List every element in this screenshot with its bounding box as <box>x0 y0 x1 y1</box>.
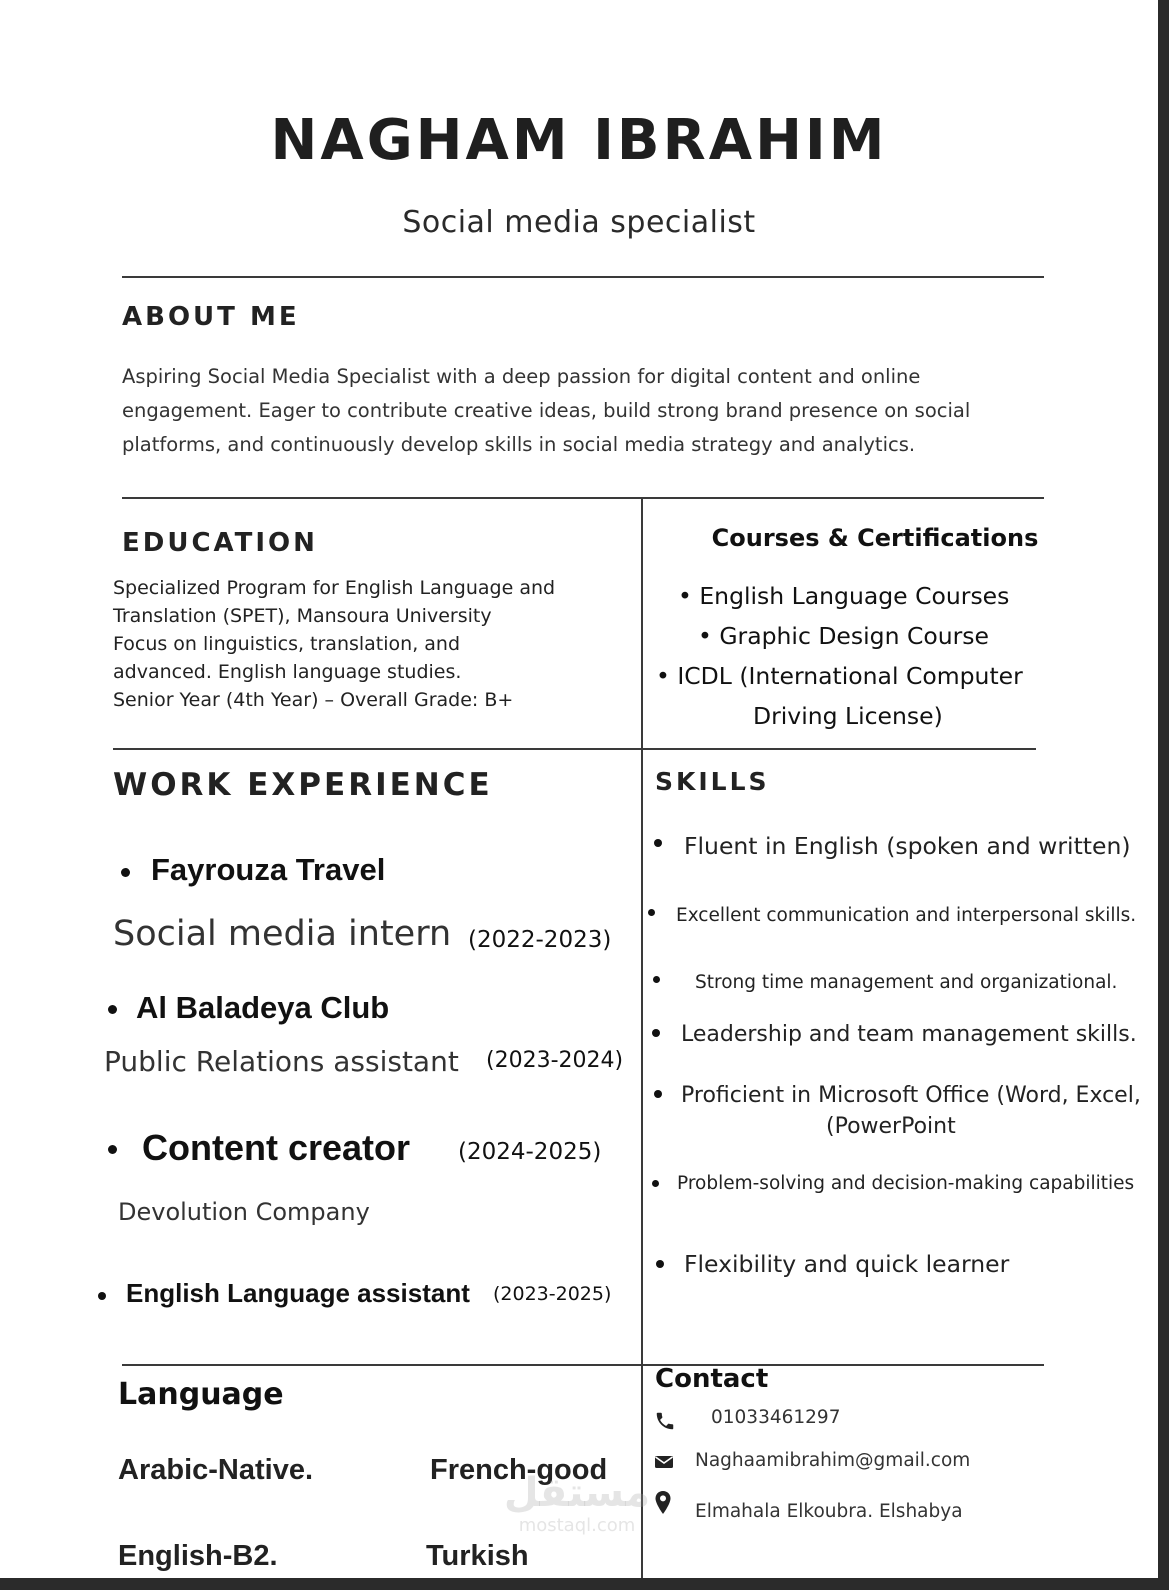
job-company: English Language assistant <box>126 1278 470 1308</box>
education-line: Focus on linguistics, translation, and <box>113 633 461 655</box>
skill-item: Fluent in English (spoken and written) <box>684 832 1131 860</box>
job-role: Devolution Company <box>118 1198 370 1226</box>
course-item: • ICDL (International Computer <box>656 662 1023 690</box>
contact-address: Elmahala Elkoubra. Elshabya <box>695 1501 963 1522</box>
divider <box>122 276 1044 278</box>
education-line: Senior Year (4th Year) – Overall Grade: B+ <box>113 689 514 711</box>
job-company: Content creator <box>142 1127 411 1168</box>
education-line: advanced. English language studies. <box>113 661 462 683</box>
work-heading: WORK EXPERIENCE <box>113 767 493 803</box>
column-divider <box>641 498 643 1578</box>
language-item: Turkish <box>426 1540 529 1572</box>
watermark-latin: mostaql.com <box>518 1515 636 1536</box>
bullet-icon <box>654 1090 662 1098</box>
divider <box>122 1364 1044 1366</box>
language-item: French-good <box>430 1454 608 1486</box>
courses-heading: Courses & Certifications <box>711 524 1039 552</box>
mail-icon <box>654 1454 674 1470</box>
skills-heading: SKILLS <box>655 767 770 796</box>
about-line: Aspiring Social Media Specialist with a deep passion for digital content and online <box>122 365 921 388</box>
education-line: Specialized Program for English Language and <box>113 577 556 599</box>
job-years: (2023-2024) <box>486 1048 624 1073</box>
language-heading: Language <box>118 1377 284 1412</box>
bullet-icon <box>108 1005 117 1014</box>
divider <box>113 748 1036 750</box>
skill-item: Flexibility and quick learner <box>684 1250 1010 1278</box>
skill-item: Problem-solving and decision-making capabilities <box>677 1173 1135 1194</box>
contact-heading: Contact <box>655 1364 769 1394</box>
about-line: platforms, and continuously develop skills in social media strategy and analytics. <box>122 433 916 456</box>
language-item: Arabic-Native. <box>118 1454 314 1486</box>
job-role: Public Relations assistant <box>104 1045 459 1078</box>
contact-phone: 01033461297 <box>711 1407 841 1428</box>
language-item: English-B2. <box>118 1540 278 1572</box>
course-item: • Graphic Design Course <box>698 622 989 650</box>
resume-title: Social media specialist <box>402 205 756 240</box>
bullet-icon <box>121 868 130 877</box>
education-line: Translation (SPET), Mansoura University <box>113 605 492 627</box>
bullet-icon <box>98 1292 106 1300</box>
skill-item: Excellent communication and interpersonal skills. <box>676 905 1137 926</box>
education-heading: EDUCATION <box>122 528 318 558</box>
job-company: Fayrouza Travel <box>151 852 386 887</box>
bullet-icon <box>108 1145 117 1154</box>
course-item: Driving License) <box>753 702 943 730</box>
job-years: (2022-2023) <box>468 927 612 953</box>
education-details <box>113 574 628 714</box>
job-company: Al Baladeya Club <box>136 990 390 1025</box>
skill-item: Strong time management and organizational. <box>695 972 1118 993</box>
course-item: • English Language Courses <box>678 582 1010 610</box>
job-years: (2023-2025) <box>493 1283 612 1305</box>
skill-item: Leadership and team management skills. <box>681 1022 1137 1047</box>
job-role: Social media intern <box>113 914 452 954</box>
about-heading: ABOUT ME <box>122 302 300 332</box>
watermark-arabic: مستقل <box>503 1470 651 1516</box>
about-text <box>122 360 1082 462</box>
job-years: (2024-2025) <box>458 1139 602 1165</box>
phone-icon <box>654 1410 676 1432</box>
location-pin-icon <box>654 1490 672 1516</box>
about-line: engagement. Eager to contribute creative ideas, build strong brand presence on social <box>122 399 971 422</box>
bullet-icon <box>654 839 662 847</box>
resume-name: NAGHAM IBRAHIM <box>270 108 888 173</box>
divider <box>122 497 1044 499</box>
skill-item: (PowerPoint <box>826 1114 956 1139</box>
skill-item: Proficient in Microsoft Office (Word, Excel, <box>681 1083 1141 1108</box>
contact-email[interactable]: Naghaamibrahim@gmail.com <box>695 1450 971 1471</box>
bullet-icon <box>653 976 660 983</box>
bullet-icon <box>652 1180 659 1187</box>
bullet-icon <box>648 909 655 916</box>
bullet-icon <box>652 1029 660 1037</box>
bullet-icon <box>656 1260 664 1268</box>
